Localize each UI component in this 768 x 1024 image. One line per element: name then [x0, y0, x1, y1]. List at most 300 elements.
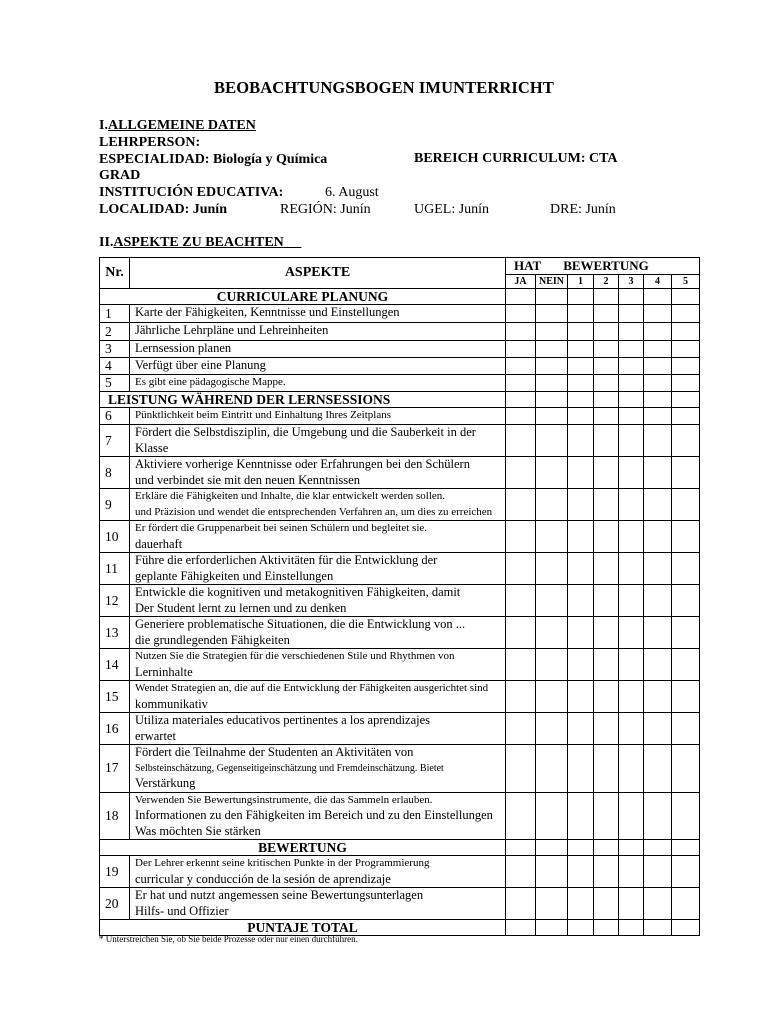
rating-cell[interactable] [536, 375, 568, 392]
rating-cell[interactable] [568, 289, 594, 305]
rating-cell[interactable] [568, 457, 594, 489]
table-body [100, 258, 700, 936]
puntaje-total: PUNTAJE TOTAL [100, 920, 506, 936]
aspect-line: Klasse [135, 440, 169, 455]
rating-cell[interactable] [619, 289, 644, 305]
section-leistung-row [100, 392, 700, 408]
rating-cell[interactable] [568, 840, 594, 856]
rating-cell[interactable] [506, 457, 536, 489]
rating-cell[interactable] [506, 745, 536, 793]
table-row [100, 585, 700, 617]
aspect-line: Führe die erforderlichen Aktivitäten für die Entwicklung der [135, 553, 438, 567]
rating-cell[interactable] [568, 392, 594, 408]
aspect-text [130, 408, 506, 425]
aspect-text [130, 745, 506, 793]
rating-cell[interactable] [568, 305, 594, 323]
localidad-field: LOCALIDAD: Junín [99, 202, 227, 217]
rating-cell[interactable] [506, 713, 536, 745]
row-number: 17 [100, 745, 130, 793]
rating-cell[interactable] [568, 375, 594, 392]
rating-cell[interactable] [594, 585, 619, 617]
rating-cell[interactable] [536, 408, 568, 425]
rating-cell[interactable] [672, 840, 700, 856]
aspect-line: die grundlegenden Fähigkeiten [135, 632, 290, 647]
rating-cell[interactable] [644, 408, 672, 425]
rating-cell[interactable] [594, 489, 619, 521]
aspect-line: Jährliche Lehrpläne und Lehreinheiten [135, 323, 329, 337]
rating-cell[interactable] [619, 553, 644, 585]
rating-cell[interactable] [619, 392, 644, 408]
col-1-header: 1 [568, 275, 594, 289]
section-curriculare-planung-row [100, 289, 700, 305]
rating-cell[interactable] [644, 745, 672, 793]
table-row [100, 856, 700, 888]
observation-table [99, 257, 700, 936]
aspect-line: Selbsteinschätzung, Gegenseitigeinschätzung und Fremdeinschätzung. Bietet [135, 762, 444, 774]
rating-cell[interactable] [672, 920, 700, 936]
rating-cell[interactable] [536, 341, 568, 358]
rating-cell[interactable] [672, 489, 700, 521]
rating-cell[interactable] [536, 649, 568, 681]
rating-cell[interactable] [672, 792, 700, 840]
section-bewertung: BEWERTUNG [100, 840, 506, 856]
grad-field: GRAD [99, 168, 141, 183]
row-number: 7 [100, 425, 130, 457]
rating-cell[interactable] [506, 323, 536, 341]
rating-cell[interactable] [536, 553, 568, 585]
table-row [100, 713, 700, 745]
rating-cell[interactable] [506, 521, 536, 553]
rating-cell[interactable] [536, 489, 568, 521]
rating-cell[interactable] [619, 358, 644, 375]
rating-cell[interactable] [644, 617, 672, 649]
rating-cell[interactable] [672, 617, 700, 649]
col-nr-header: Nr. [100, 258, 130, 289]
table-row [100, 617, 700, 649]
rating-cell[interactable] [672, 305, 700, 323]
row-number: 16 [100, 713, 130, 745]
rating-cell[interactable] [644, 521, 672, 553]
aspect-line: Aktiviere vorherige Kenntnisse oder Erfahrungen bei den Schülern [135, 457, 470, 471]
rating-cell[interactable] [506, 392, 536, 408]
rating-cell[interactable] [594, 681, 619, 713]
rating-cell[interactable] [672, 457, 700, 489]
col-4-header: 4 [644, 275, 672, 289]
rating-cell[interactable] [644, 649, 672, 681]
table-row [100, 425, 700, 457]
aspect-line: Lernsession planen [135, 341, 232, 355]
rating-cell[interactable] [536, 425, 568, 457]
rating-cell[interactable] [536, 617, 568, 649]
rating-cell[interactable] [536, 585, 568, 617]
row-number: 19 [100, 856, 130, 888]
rating-cell[interactable] [644, 358, 672, 375]
aspect-line: Was möchten Sie stärken [135, 823, 261, 838]
section2-heading [99, 234, 301, 251]
rating-cell[interactable] [536, 392, 568, 408]
rating-cell[interactable] [568, 408, 594, 425]
col-hat-header: HAT [514, 258, 542, 273]
especialidad-field: ESPECIALIDAD: Biología y Química [99, 152, 328, 167]
row-number: 18 [100, 792, 130, 840]
row-number: 15 [100, 681, 130, 713]
rating-cell[interactable] [644, 888, 672, 920]
rating-cell[interactable] [536, 305, 568, 323]
rating-cell[interactable] [594, 840, 619, 856]
rating-cell[interactable] [594, 888, 619, 920]
rating-cell[interactable] [594, 792, 619, 840]
table-row [100, 408, 700, 425]
aspect-text [130, 425, 506, 457]
row-number: 13 [100, 617, 130, 649]
rating-cell[interactable] [568, 585, 594, 617]
aspect-line: Fördert die Selbstdisziplin, die Umgebung und die Sauberkeit in der [135, 425, 476, 439]
aspect-line: Hilfs- und Offizier [135, 903, 229, 918]
rating-cell[interactable] [672, 553, 700, 585]
aspect-text [130, 521, 506, 553]
date-field: 6. August [325, 185, 379, 200]
rating-cell[interactable] [594, 649, 619, 681]
rating-cell[interactable] [672, 888, 700, 920]
aspect-text [130, 617, 506, 649]
rating-cell[interactable] [644, 323, 672, 341]
rating-cell[interactable] [644, 920, 672, 936]
rating-cell[interactable] [536, 792, 568, 840]
aspect-line: Generiere problematische Situationen, die die Entwicklung von ... [135, 617, 466, 631]
rating-cell[interactable] [672, 358, 700, 375]
rating-cell[interactable] [568, 888, 594, 920]
aspect-line: Verwenden Sie Bewertungsinstrumente, die das Sammeln erlauben. [135, 793, 433, 806]
rating-cell[interactable] [672, 425, 700, 457]
rating-cell[interactable] [568, 681, 594, 713]
rating-cell[interactable] [644, 553, 672, 585]
section-leistung: LEISTUNG WÄHREND DER LERNSESSIONS [100, 392, 506, 408]
rating-cell[interactable] [536, 289, 568, 305]
rating-cell[interactable] [594, 289, 619, 305]
rating-cell[interactable] [506, 341, 536, 358]
rating-cell[interactable] [644, 457, 672, 489]
region-field: REGIÓN: Junín [280, 202, 371, 217]
rating-cell[interactable] [506, 856, 536, 888]
lehrperson-field: LEHRPERSON: [99, 135, 201, 150]
aspect-line: geplante Fähigkeiten und Einstellungen [135, 568, 334, 583]
aspect-line: Der Student lernt zu lernen und zu denken [135, 600, 347, 615]
row-number: 10 [100, 521, 130, 553]
table-row [100, 681, 700, 713]
rating-cell[interactable] [536, 521, 568, 553]
rating-cell[interactable] [619, 489, 644, 521]
aspect-line: curricular y conducción de la sesión de aprendizaje [135, 871, 391, 886]
rating-cell[interactable] [594, 745, 619, 793]
table-row [100, 305, 700, 323]
aspect-text [130, 358, 506, 375]
rating-cell[interactable] [594, 713, 619, 745]
rating-cell[interactable] [506, 681, 536, 713]
header-row-top [100, 258, 700, 275]
rating-cell[interactable] [619, 408, 644, 425]
rating-cell[interactable] [506, 617, 536, 649]
rating-cell[interactable] [619, 888, 644, 920]
document-title: BEOBACHTUNGSBOGEN IMUNTERRICHT [214, 78, 554, 97]
section1-title: ALLGEMEINE DATEN [107, 118, 256, 133]
rating-cell[interactable] [506, 649, 536, 681]
rating-cell[interactable] [536, 323, 568, 341]
rating-cell[interactable] [619, 425, 644, 457]
rating-cell[interactable] [568, 713, 594, 745]
rating-cell[interactable] [506, 408, 536, 425]
rating-cell[interactable] [644, 392, 672, 408]
rating-cell[interactable] [644, 856, 672, 888]
aspect-line: Verstärkung [135, 776, 196, 790]
hat-bewertung-header [506, 258, 700, 275]
section2-title: ASPEKTE ZU BEACHTEN [113, 235, 284, 250]
row-number: 6 [100, 408, 130, 425]
col-5-header: 5 [672, 275, 700, 289]
row-number: 4 [100, 358, 130, 375]
row-number: 14 [100, 649, 130, 681]
aspect-line: Entwickle die kognitiven und metakognitiven Fähigkeiten, damit [135, 585, 461, 599]
row-number: 2 [100, 323, 130, 341]
aspect-text [130, 375, 506, 392]
rating-cell[interactable] [644, 489, 672, 521]
rating-cell[interactable] [672, 649, 700, 681]
col-2-header: 2 [594, 275, 619, 289]
rating-cell[interactable] [536, 457, 568, 489]
col-nein-header: NEIN [536, 275, 568, 289]
rating-cell[interactable] [568, 745, 594, 793]
aspect-text [130, 457, 506, 489]
rating-cell[interactable] [619, 920, 644, 936]
rating-cell[interactable] [619, 649, 644, 681]
section-bewertung-row [100, 840, 700, 856]
rating-cell[interactable] [619, 585, 644, 617]
rating-cell[interactable] [619, 681, 644, 713]
rating-cell[interactable] [594, 341, 619, 358]
rating-cell[interactable] [568, 649, 594, 681]
rating-cell[interactable] [568, 521, 594, 553]
rating-cell[interactable] [506, 553, 536, 585]
aspect-text [130, 856, 506, 888]
aspect-text [130, 792, 506, 840]
table-row [100, 649, 700, 681]
col-3-header: 3 [619, 275, 644, 289]
table-row [100, 792, 700, 840]
rating-cell[interactable] [644, 792, 672, 840]
bereich-field: BEREICH CURRICULUM: CTA [414, 151, 618, 166]
rating-cell[interactable] [619, 617, 644, 649]
aspect-text [130, 489, 506, 521]
aspect-text [130, 553, 506, 585]
rating-cell[interactable] [644, 375, 672, 392]
aspect-text [130, 341, 506, 358]
row-number: 5 [100, 375, 130, 392]
rating-cell[interactable] [568, 425, 594, 457]
rating-cell[interactable] [644, 840, 672, 856]
rating-cell[interactable] [594, 920, 619, 936]
rating-cell[interactable] [506, 489, 536, 521]
table-row [100, 888, 700, 920]
rating-cell[interactable] [619, 457, 644, 489]
rating-cell[interactable] [644, 305, 672, 323]
table-row [100, 341, 700, 358]
table-row [100, 323, 700, 341]
aspect-line: Erkläre die Fähigkeiten und Inhalte, die klar entwickelt werden sollen. [135, 490, 446, 502]
aspect-text [130, 305, 506, 323]
aspect-line: Informationen zu den Fähigkeiten im Bereich und zu den Einstellungen [135, 808, 493, 822]
rating-cell[interactable] [672, 745, 700, 793]
rating-cell[interactable] [619, 745, 644, 793]
rating-cell[interactable] [594, 856, 619, 888]
rating-cell[interactable] [594, 617, 619, 649]
aspect-text [130, 323, 506, 341]
aspect-line: Er fördert die Gruppenarbeit bei seinen Schülern und begleitet sie. [135, 522, 428, 534]
aspect-line: Es gibt eine pädagogische Mappe. [135, 376, 286, 388]
row-number: 8 [100, 457, 130, 489]
rating-cell[interactable] [536, 840, 568, 856]
rating-cell[interactable] [536, 358, 568, 375]
aspect-line: erwartet [135, 728, 176, 743]
rating-cell[interactable] [619, 375, 644, 392]
rating-cell[interactable] [619, 840, 644, 856]
rating-cell[interactable] [644, 289, 672, 305]
rating-cell[interactable] [594, 392, 619, 408]
rating-cell[interactable] [619, 305, 644, 323]
rating-cell[interactable] [619, 521, 644, 553]
col-bewertung-header: BEWERTUNG [563, 258, 649, 273]
rating-cell[interactable] [594, 457, 619, 489]
rating-cell[interactable] [644, 713, 672, 745]
table-row [100, 375, 700, 392]
table-row [100, 745, 700, 793]
rating-cell[interactable] [568, 489, 594, 521]
rating-cell[interactable] [506, 920, 536, 936]
rating-cell[interactable] [672, 681, 700, 713]
table-row [100, 521, 700, 553]
rating-cell[interactable] [536, 920, 568, 936]
rating-cell[interactable] [644, 425, 672, 457]
row-number: 1 [100, 305, 130, 323]
rating-cell[interactable] [568, 792, 594, 840]
rating-cell[interactable] [644, 585, 672, 617]
rating-cell[interactable] [619, 323, 644, 341]
rating-cell[interactable] [594, 408, 619, 425]
rating-cell[interactable] [644, 341, 672, 358]
rating-cell[interactable] [568, 358, 594, 375]
aspect-text [130, 713, 506, 745]
rating-cell[interactable] [594, 375, 619, 392]
rating-cell[interactable] [506, 585, 536, 617]
aspect-line: dauerhaft [135, 536, 183, 551]
row-number: 3 [100, 341, 130, 358]
rating-cell[interactable] [568, 553, 594, 585]
rating-cell[interactable] [619, 713, 644, 745]
rating-cell[interactable] [536, 888, 568, 920]
rating-cell[interactable] [536, 713, 568, 745]
table-row [100, 489, 700, 521]
aspect-line: Pünktlichkeit beim Eintritt und Einhaltung Ihres Zeitplans [135, 409, 392, 421]
aspect-line: Verfügt über eine Planung [135, 358, 266, 372]
rating-cell[interactable] [619, 856, 644, 888]
aspect-line: und verbindet sie mit den neuen Kenntnissen [135, 472, 360, 487]
aspect-line: Utiliza materiales educativos pertinentes a los aprendizajes [135, 713, 431, 727]
rating-cell[interactable] [536, 856, 568, 888]
table-row [100, 553, 700, 585]
table-row [100, 358, 700, 375]
rating-cell[interactable] [672, 856, 700, 888]
rating-cell[interactable] [672, 323, 700, 341]
rating-cell[interactable] [672, 375, 700, 392]
rating-cell[interactable] [506, 358, 536, 375]
aspect-text [130, 888, 506, 920]
section1-heading [99, 117, 256, 134]
rating-cell[interactable] [506, 305, 536, 323]
rating-cell[interactable] [594, 358, 619, 375]
section2-number: II. [99, 235, 114, 250]
rating-cell[interactable] [644, 681, 672, 713]
rating-cell[interactable] [594, 425, 619, 457]
rating-cell[interactable] [672, 713, 700, 745]
table-row [100, 457, 700, 489]
rating-cell[interactable] [672, 408, 700, 425]
aspect-line: Karte der Fähigkeiten, Kenntnisse und Einstellungen [135, 305, 400, 319]
aspect-line: Er hat und nutzt angemessen seine Bewertungsunterlagen [135, 888, 424, 902]
rating-cell[interactable] [568, 617, 594, 649]
rating-cell[interactable] [506, 289, 536, 305]
rating-cell[interactable] [672, 289, 700, 305]
col-ja-header: JA [506, 275, 536, 289]
aspect-line: Nutzen Sie die Strategien für die verschiedenen Stile und Rhythmen von [135, 650, 455, 662]
rating-cell[interactable] [506, 375, 536, 392]
rating-cell[interactable] [568, 856, 594, 888]
aspect-text [130, 649, 506, 681]
rating-cell[interactable] [594, 305, 619, 323]
rating-cell[interactable] [568, 323, 594, 341]
row-number: 20 [100, 888, 130, 920]
aspect-line: Wendet Strategien an, die auf die Entwicklung der Fähigkeiten ausgerichtet sind [135, 682, 489, 694]
institucion-field: INSTITUCIÓN EDUCATIVA: [99, 185, 284, 200]
aspect-text [130, 681, 506, 713]
rating-cell[interactable] [672, 521, 700, 553]
rating-cell[interactable] [506, 888, 536, 920]
aspect-line: kommunikativ [135, 696, 208, 711]
aspect-line: Lerninhalte [135, 664, 193, 679]
rating-cell[interactable] [672, 341, 700, 358]
section1-number: I. [99, 118, 108, 133]
footnote: * Unterstreichen Sie, ob Sie beide Prozesse oder nur einen durchführen. [99, 934, 358, 944]
rating-cell[interactable] [619, 341, 644, 358]
ugel-field: UGEL: Junín [414, 202, 490, 217]
rating-cell[interactable] [568, 341, 594, 358]
rating-cell[interactable] [568, 920, 594, 936]
rating-cell[interactable] [536, 681, 568, 713]
aspect-line: und Präzision und wendet die entsprechenden Verfahren an, um dies zu erreichen [135, 505, 493, 518]
rating-cell[interactable] [594, 323, 619, 341]
rating-cell[interactable] [506, 425, 536, 457]
rating-cell[interactable] [506, 792, 536, 840]
rating-cell[interactable] [506, 840, 536, 856]
section-curriculare-planung: CURRICULARE PLANUNG [100, 289, 506, 305]
rating-cell[interactable] [536, 745, 568, 793]
rating-cell[interactable] [594, 553, 619, 585]
rating-cell[interactable] [672, 392, 700, 408]
aspect-line: Fördert die Teilnahme der Studenten an Aktivitäten von [135, 745, 414, 759]
row-number: 12 [100, 585, 130, 617]
aspect-text [130, 585, 506, 617]
rating-cell[interactable] [594, 521, 619, 553]
rating-cell[interactable] [619, 792, 644, 840]
row-number: 9 [100, 489, 130, 521]
rating-cell[interactable] [672, 585, 700, 617]
